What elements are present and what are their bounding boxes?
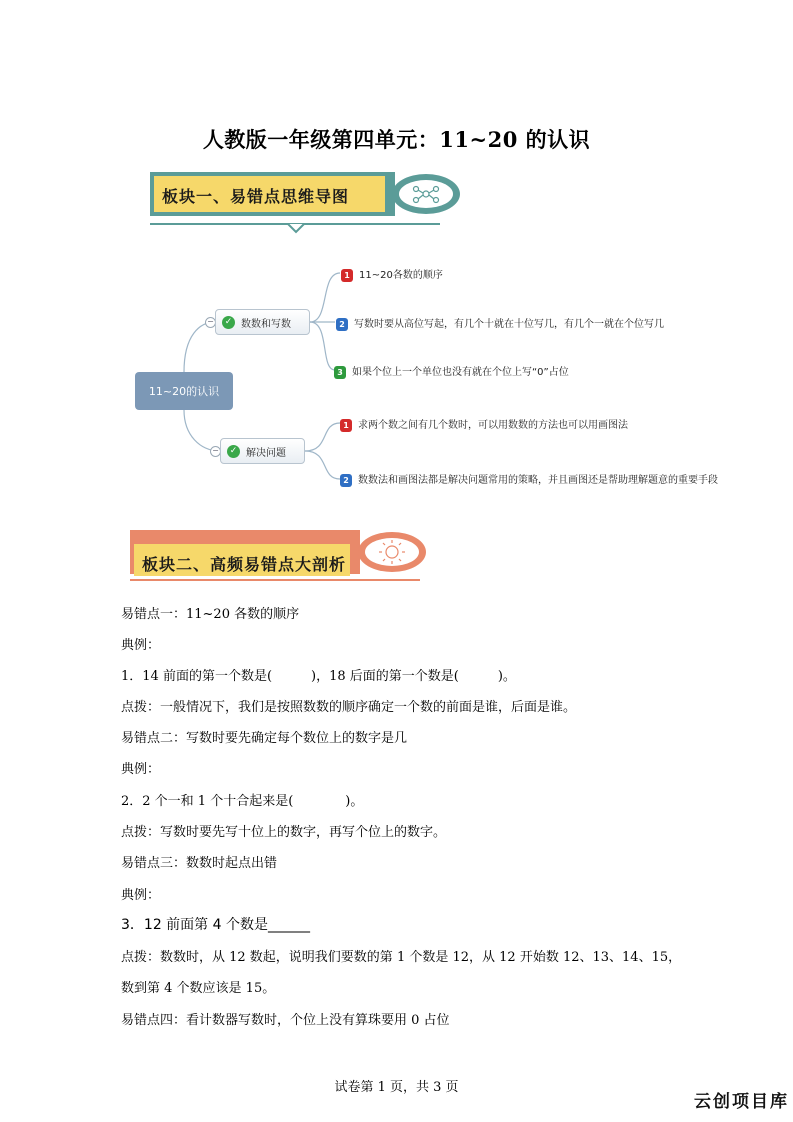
text-line: 数到第 4 个数应该是 15。 — [121, 981, 276, 996]
mind-map — [120, 255, 718, 505]
banner-2-label: 板块二、高频易错点大剖析 — [142, 555, 347, 574]
section-banner-1 — [150, 172, 462, 234]
number-1-icon: 1 — [340, 419, 352, 432]
mind-map-leaf: 3 如果个位上一个单位也没有就在个位上写“0”占位 — [334, 363, 569, 379]
page-title: 人教版一年级第四单元：11~20 的认识 — [202, 127, 591, 152]
text-line: 易错点四：看计数器写数时，个位上没有算珠要用 0 占位 — [121, 1013, 450, 1028]
text-line: 易错点三：数数时起点出错 — [121, 856, 278, 871]
text-line: 点拨：数数时，从 12 数起，说明我们要数的第 1 个数是 12，从 12 开始数 12、13、14、15， — [121, 950, 682, 965]
mind-map-leaf: 1 求两个数之间有几个数时，可以用数数的方法也可以用画图法 — [340, 416, 628, 432]
text-line: 典例： — [121, 638, 161, 653]
text-line: 2．2 个一和 1 个十合起来是( )。 — [121, 794, 364, 809]
branch-problem-solving — [220, 438, 305, 464]
number-1-icon: 1 — [341, 269, 353, 282]
number-2-icon: 2 — [340, 474, 352, 487]
mind-map-root: 11~20的认识 — [135, 372, 233, 410]
number-3-icon: 3 — [334, 366, 346, 379]
mind-map-leaf: 2 数数法和画图法都是解决问题常用的策略，并且画图还是帮助理解题意的重要手段 — [340, 471, 718, 487]
text-line: 典例： — [121, 888, 161, 903]
check-icon: ✓ — [227, 445, 240, 458]
section-banner-2 — [130, 530, 428, 590]
collapse-toggle[interactable]: − — [210, 446, 221, 457]
collapse-toggle[interactable]: − — [205, 317, 216, 328]
branch-counting-writing — [215, 309, 310, 335]
branch-label: 数数和写数 — [241, 318, 291, 330]
mind-map-leaf: 2 写数时要从高位写起，有几个十就在十位写几，有几个一就在个位写几 — [336, 315, 664, 331]
banner-1-label: 板块一、易错点思维导图 — [162, 187, 350, 206]
text-line: 3．12 前面第 4 个数是______ — [121, 917, 310, 933]
text-line: 1．14 前面的第一个数是( )，18 后面的第一个数是( )。 — [121, 669, 516, 684]
mind-map-leaf: 1 11~20各数的顺序 — [341, 266, 443, 282]
watermark: 云创项目库 — [694, 1092, 789, 1112]
text-line: 点拨：一般情况下，我们是按照数数的顺序确定一个数的前面是谁，后面是谁。 — [121, 700, 577, 715]
page-footer: 试卷第 1 页，共 3 页 — [334, 1080, 459, 1095]
text-line: 易错点二：写数时要先确定每个数位上的数字是几 — [121, 731, 408, 746]
text-line: 点拨：写数时要先写十位上的数字，再写个位上的数字。 — [121, 825, 447, 840]
number-2-icon: 2 — [336, 318, 348, 331]
check-icon: ✓ — [222, 316, 235, 329]
text-line: 典例： — [121, 762, 161, 777]
branch-label: 解决问题 — [246, 447, 286, 459]
text-line: 易错点一：11~20 各数的顺序 — [121, 607, 300, 622]
